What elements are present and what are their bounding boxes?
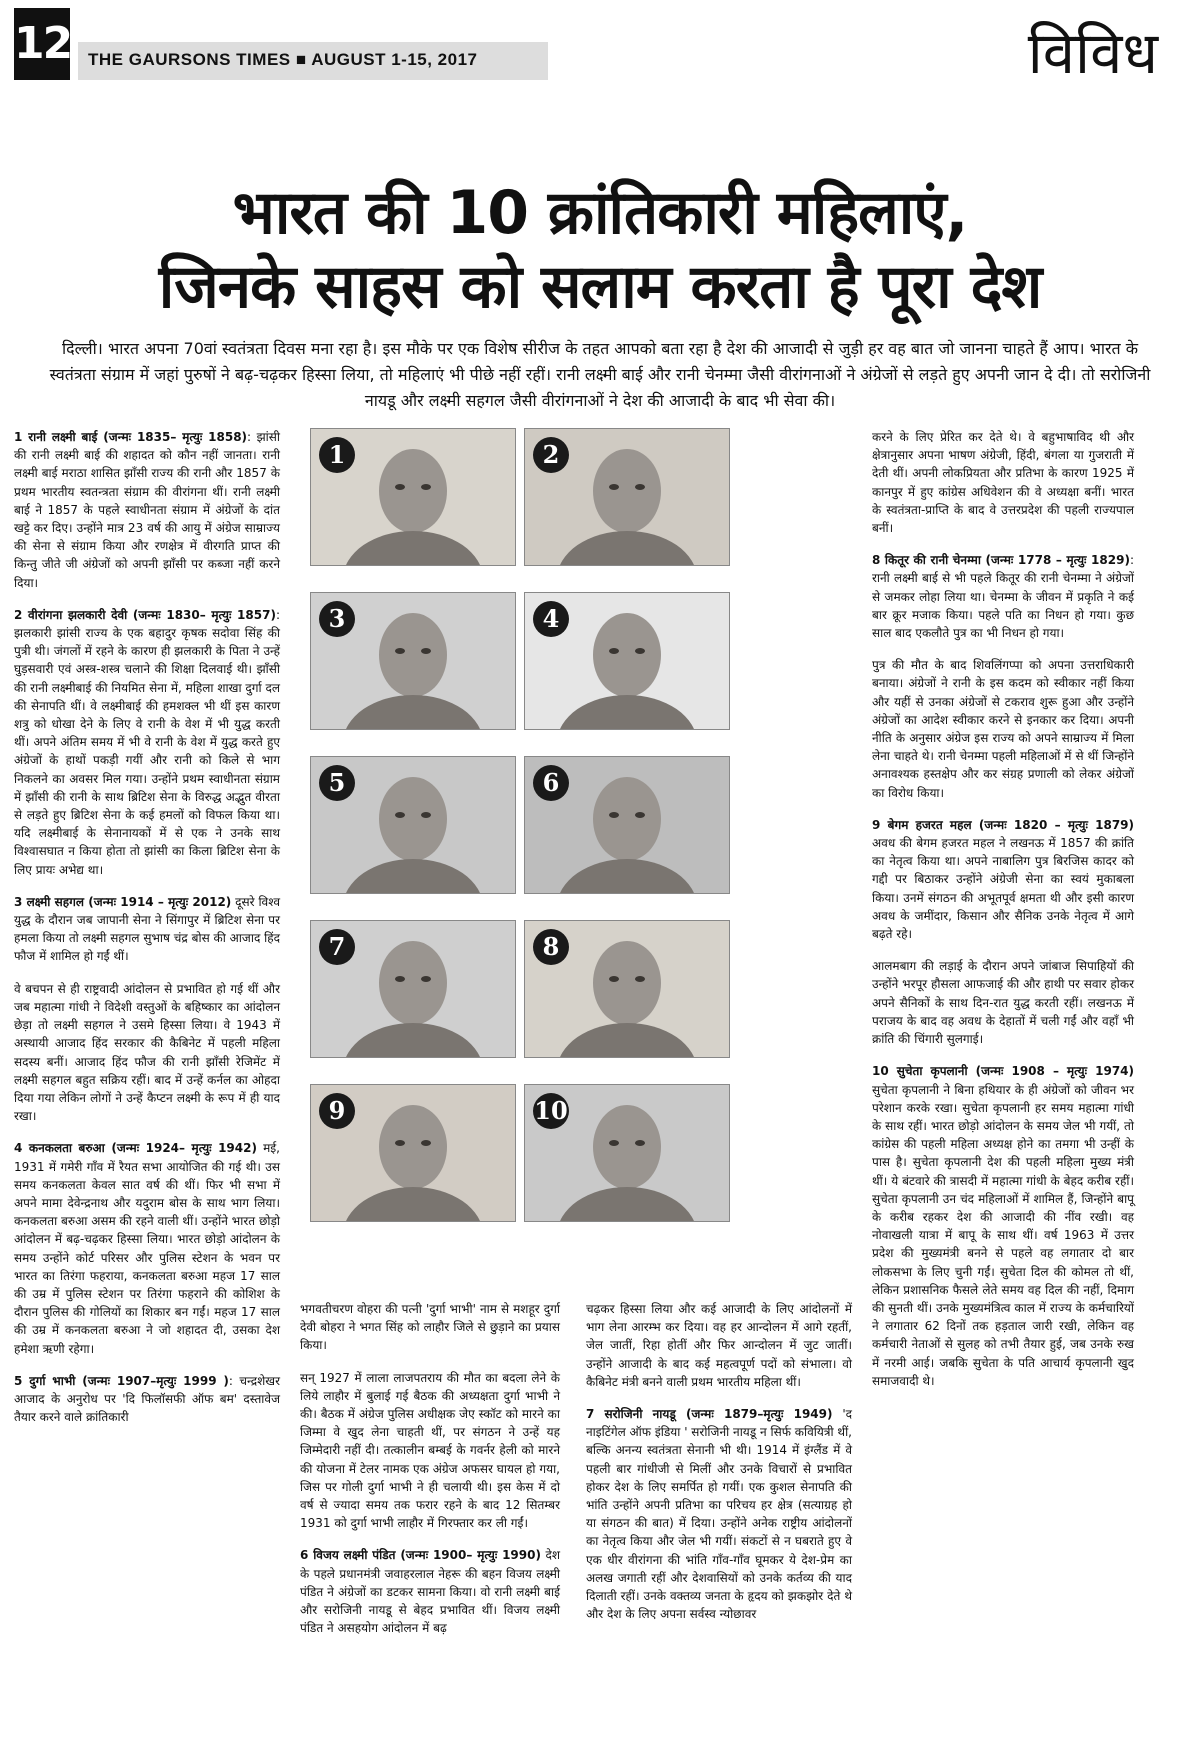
photo-number-badge: 2 (533, 437, 569, 473)
profile-heading: 3 लक्ष्मी सहगल (जन्मः 1914 – मृत्युः 2012) (14, 894, 232, 909)
column-4 (872, 428, 1134, 1404)
article-paragraph (872, 428, 1134, 537)
paragraph-text: करने के लिए प्रेरित कर देते थे। वे बहुभाषाविद थी और क्षेत्रानुसार अपना भाषण अंग्रेजी, हिंदी, बंगला या गुजराती में देती थीं। अपनी लोकप्रियता और प्रतिभा के कारण 1925 में कानपुर में हुए कांग्रेस अधिवेशन की वे अध्यक्षा बनीं। भारत के स्वतंत्रता-प्राप्ति के बाद वे उत्तरप्रदेश की पहली राज्यपाल बनीं। (872, 430, 1134, 536)
article-paragraph (14, 606, 280, 879)
profile-heading: 8 कितूर की रानी चेनम्मा (जन्मः 1778 – मृत्युः 1829) (872, 553, 1130, 568)
paragraph-text: : चन्द्रशेखर आजाद के अनुरोध पर 'दि फिलॉसफी ऑफ बम' दस्तावेज तैयार करने वाले क्रांतिकारी (14, 1373, 280, 1425)
portrait-photo (524, 1084, 730, 1222)
article-paragraph (14, 980, 280, 1126)
paragraph-text: : झांसी की रानी लक्ष्मी बाई की शहादत को कौन नहीं जानता। रानी लक्ष्मी बाई मराठा शासित झाँसी राज्य की रानी और 1857 के प्रथम भारतीय स्वतन्त्रता संग्राम की वीरांगना थीं। रानी लक्ष्मी बाई ने 1857 के पहले स्वाधीनता संग्राम में अंग्रेजों के दांत खट्टे कर दिए। उन्होंने मात्र 23 वर्ष की आयु में अंग्रेज साम्राज्य की सेना से संग्राम किया और रणक्षेत्र में वीरगति प्राप्त की किन्तु जीते जी अंग्रेजों को अपनी झाँसी पर कब्जा नहीं करने दिया। (14, 430, 280, 590)
column-1 (14, 428, 280, 1440)
profile-heading: 10 सुचेता कृपलानी (जन्मः 1908 – मृत्युः 1974) (872, 1064, 1134, 1079)
article-paragraph (872, 656, 1134, 802)
masthead (78, 42, 548, 80)
headline (90, 176, 1110, 324)
photo-number-badge: 1 (319, 437, 355, 473)
article-paragraph (586, 1300, 852, 1391)
article-paragraph (586, 1405, 852, 1623)
paragraph-text: : झलकारी झांसी राज्य के एक बहादुर कृषक सदोवा सिंह की पुत्री थी। जंगलों में रहने के कारण ही झलकारी के पिता ने उन्हें घुड़सवारी एवं अस्त्र-शस्त्र चलाने की शिक्षा दिलवाई थी। झाँसी की रानी लक्ष्मीबाई की नियमित सेना में, महिला शाखा दुर्गा दल की सेनापति थीं। वे लक्ष्मीबाई की हमशक्ल भी थीं इस कारण शत्रु को धोखा देने के लिए वे रानी के वेश में भी युद्ध करती थीं। अपने अंतिम समय में भी वे रानी के वेश में युद्ध करते हुए अंग्रेजों के हाथों पकड़ी गयीं और रानी को किले से भाग निकलने का अवसर मिल गया। उन्होंने प्रथम स्वाधीनता संग्राम में झाँसी की रानी के साथ ब्रिटिश सेना के विरुद्ध अद्भुत वीरता से लड़ते हुए ब्रिटिश सेना के कई हमलों को विफल किया था। यदि लक्ष्मीबाई के सेनानायकों में से एक ने उनके साथ विश्वासघात न किया होता तो झांसी का किला ब्रिटिश सेना के लिए प्रायः अभेद्य था। (14, 607, 280, 877)
article-paragraph (872, 1062, 1134, 1390)
paragraph-text: मई, 1931 में गमेरी गाँव में रैयत सभा आयोजित की गई थी। उस समय कनकलता केवल सात वर्ष की थीं। फिर भी सभा में अपने मामा देवेन्द्रनाथ और यदुराम बोस के साथ भाग लिया। कनकलता बरुआ असम की रहने वाली थीं। उन्होंने भारत छोड़ो आंदोलन में बढ़-चढ़कर हिस्सा लिया। भारत छोड़ो आंदोलन के समय उन्होंने कोर्ट परिसर और पुलिस स्टेशन के भवन पर भारत का तिरंगा फहराया, कनकलता बरुआ महज 17 साल की उम्र में पुलिस स्टेशन पर तिरंगा फहराने की कोशिश के दौरान पुलिस की गोलियों का शिकार बन गईं। महज 17 साल की उम्र में कनकलता बरुआ ने जो शहादत दी, उसका देश हमेशा ऋणी रहेगा। (14, 1141, 280, 1356)
paragraph-text: सुचेता कृपलानी ने बिना हथियार के ही अंग्रेजों को जीवन भर परेशान करके रखा। सुचेता कृपलानी हर समय महात्मा गांधी के साथ रहीं। भारत छोड़ो आंदोलन के समय जेल भी गयीं, तो कांग्रेस की पहली महिला अध्यक्ष होने का तमगा भी उन्हीं के पास है। सुचेता कृपलानी देश की पहली महिला मुख्य मंत्री थीं। ये बंटवारे की त्रासदी में महात्मा गांधी के बेहद करीब रहीं। सुचेता कृपलानी उन चंद महिलाओं में शामिल हैं, जिन्होंने बापू के करीब रहकर देश की आजादी की नींव रखी। वह नोवाखली यात्रा में बापू के साथ थीं। वर्ष 1963 में उत्तर प्रदेश की मुख्यमंत्री बनने से पहले वह लगातार दो बार लोकसभा के लिए चुनी गईं। सुचेता दिल की कोमल तो थीं, लेकिन प्रशासनिक फैसले लेते समय वह दिल की नहीं, दिमाग की सुनती थीं। उनके मुख्यमंत्रित्व काल में राज्य के कर्मचारियों ने लगातार 62 दिनों तक हड़ताल जारी रखी, लेकिन वह कर्मचारी नेताओं से सुलह को तभी तैयार हुई, जब उनके रुख में नरमी आई। जबकि सुचेता के पति आचार्य कृपलानी खुद समाजवादी थे। (872, 1082, 1134, 1388)
page-number: 12 (14, 8, 70, 80)
profile-heading: 2 वीरांगना झलकारी देवी (जन्मः 1830– मृत्युः 1857) (14, 607, 276, 622)
photo-number-badge: 6 (533, 765, 569, 801)
photo-number-badge: 3 (319, 601, 355, 637)
paragraph-text: भगवतीचरण वोहरा की पत्नी 'दुर्गा भाभी' नाम से मशहूर दुर्गा देवी बोहरा ने भगत सिंह को लाहौर जिले से छुड़ाने का प्रयास किया। (300, 1302, 560, 1353)
portrait-photo (524, 920, 730, 1058)
article-paragraph (300, 1300, 560, 1355)
photo-number-badge: 7 (319, 929, 355, 965)
section-title: विविध (1027, 19, 1158, 87)
intro-paragraph: दिल्ली। भारत अपना 70वां स्वतंत्रता दिवस मना रहा है। इस मौके पर एक विशेष सीरीज के तहत आपको बता रहा है देश की आजादी से जुड़ी हर वह बात जो जानना चाहते हैं आप। भारत के स्वतंत्रता संग्राम में जहां पुरुषों ने बढ़-चढ़कर हिस्सा लिया, तो महिलाएं भी पीछे नहीं रहीं। रानी लक्ष्मी बाई और रानी चेनम्मा जैसी वीरांगनाओं ने अंग्रेजों से लड़ते हुए अपनी जान दे दी। तो सरोजिनी नायडू और लक्ष्मी सहगल जैसी वीरांगनाओं ने देश की आजादी के बाद भी सेवा की। (49, 339, 1151, 410)
profile-heading: 4 कनकलता बरुआ (जन्मः 1924– मृत्युः 1942) (14, 1141, 257, 1156)
article-paragraph (872, 957, 1134, 1048)
portrait-photo (524, 756, 730, 894)
article-paragraph (300, 1546, 560, 1637)
photo-number-badge: 5 (319, 765, 355, 801)
article-paragraph (14, 1372, 280, 1427)
photo-number-badge: 4 (533, 601, 569, 637)
portrait-photo (524, 428, 730, 566)
photo-number-badge: 9 (319, 1093, 355, 1129)
article-paragraph (872, 816, 1134, 943)
photo-number-badge: 8 (533, 929, 569, 965)
column-2 (300, 1300, 560, 1651)
paragraph-text: दूसरे विश्व युद्ध के दौरान जब जापानी सेना ने सिंगापुर में ब्रिटिश सेना पर हमला किया तो लक्ष्मी सहगल सुभाष चंद्र बोस की आजाद हिंद फौज में शामिल हो गईं थीं। (14, 894, 280, 964)
column-3 (586, 1300, 852, 1637)
paragraph-text: : रानी लक्ष्मी बाई से भी पहले कितूर की रानी चेनम्मा ने अंग्रेजों से जमकर लोहा लिया था। चेनम्मा के जीवन में प्रकृति ने कई बार क्रूर मजाक किया। पहले पति का निधन हो गया। कुछ साल बाद एकलौते पुत्र का भी निधन हो गया। (872, 553, 1134, 641)
portrait-photo (310, 428, 516, 566)
profile-heading: 7 सरोजिनी नायडू (जन्मः 1879–मृत्युः 1949) (586, 1407, 833, 1422)
paragraph-text: सन् 1927 में लाला लाजपतराय की मौत का बदला लेने के लिये लाहौर में बुलाई गई बैठक की अध्यक्षता दुर्गा भाभी ने की। बैठक में अंग्रेज पुलिस अधीक्षक जेए स्कॉट को मारने का जिम्मा वे खुद लेना चाहती थीं, पर संगठन ने उन्हें यह जिम्मेदारी नहीं दी। तत्कालीन बम्बई के गवर्नर हेली को मारने की योजना में टेलर नामक एक अंग्रेज अफसर घायल हो गया, जिस पर गोली दुर्गा भाभी ने ही चलायी थी। इस केस में दो वर्ष से ज्यादा समय तक फरार रहने के बाद 12 सितम्बर 1931 को दुर्गा भाभी लाहौर में गिरफ्तार कर ली गईं। (300, 1370, 560, 1531)
portrait-photo (310, 592, 516, 730)
paragraph-text: देश के पहले प्रधानमंत्री जवाहरलाल नेहरू की बहन विजय लक्ष्मी पंडित ने अंग्रेजों का डटकर सामना किया। वो रानी लक्ष्मी बाई और सरोजिनी नायडू से बेहद प्रभावित थीं। विजय लक्ष्मी पंडित ने असहयोग आंदोलन में बढ़ (300, 1548, 560, 1636)
article-paragraph (14, 428, 280, 592)
article-paragraph (300, 1369, 560, 1533)
article-paragraph (14, 1139, 280, 1357)
profile-heading: 6 विजय लक्ष्मी पंडित (जन्मः 1900– मृत्युः 1990) (300, 1548, 541, 1563)
article-paragraph (14, 893, 280, 966)
profile-heading: 5 दुर्गा भाभी (जन्मः 1907–मृत्युः 1999 ) (14, 1373, 229, 1388)
paragraph-text: पुत्र की मौत के बाद शिवलिंगप्पा को अपना उत्तराधिकारी बनाया। अंग्रेजों ने रानी के इस कदम को स्वीकार नहीं किया और यहीं से उनका अंग्रेजों से टकराव शुरू हुआ और उन्होंने अंग्रेजों का आदेश स्वीकार करने से इनकार कर दिया। अपनी नीति के अनुसार अंग्रेज इस राज्य को अपने साम्राज्य में मिला लेना चाहते थे। रानी चेनम्मा पहली महिलाओं में से थीं जिन्होंने अनावश्यक हस्तक्षेप और कर संग्रह प्रणाली को लेकर अंग्रेजों का विरोध किया। (872, 658, 1134, 800)
paragraph-text: अवध की बेगम हजरत महल ने लखनऊ में 1857 की क्रांति का नेतृत्व किया था। अपने नाबालिग पुत्र बिरजिस कादर को गद्दी पर बिठाकर उन्होंने अंग्रेजी सेना का स्वयं मुकाबला किया। उनमें संगठन की अभूतपूर्व क्षमता थी और इसी कारण अवध के जमींदार, किसान और सैनिक उनके नेतृत्व में आगे बढ़ते रहे। (872, 836, 1134, 942)
paragraph-text: वे बचपन से ही राष्ट्रवादी आंदोलन से प्रभावित हो गई थीं और जब महात्मा गांधी ने विदेशी वस्तुओं के बहिष्कार का आंदोलन छेड़ा तो लक्ष्मी सहगल ने उसमे हिस्सा लिया। वे 1943 में अस्थायी आजाद हिंद सरकार की कैबिनेट में पहली महिला सदस्य बनीं। आजाद हिंद फौज की रानी झाँसी रेजिमेंट में लक्ष्मी सहगल बहुत सक्रिय रहीं। बाद में उन्हें कर्नल का ओहदा दिया गया लेकिन लोगों ने उन्हें कैप्टन लक्ष्मी के रूप में ही याद रखा। (14, 981, 280, 1124)
paragraph-text: आलमबाग की लड़ाई के दौरान अपने जांबाज सिपाहियों की उन्होंने भरपूर हौसला आफजाई की और हाथी पर सवार होकर अपने सैनिकों के साथ दिन-रात युद्ध करती रहीं। लखनऊ में पराजय के बाद वह अवध के देहातों में चली गईं और वहाँ भी क्रांति की चिंगारी सुलगाई। (872, 959, 1134, 1047)
portrait-photo (524, 592, 730, 730)
masthead-text: THE GAURSONS TIMES ■ AUGUST 1-15, 2017 (88, 50, 478, 69)
paragraph-text: 'द नाइटिंगेल ऑफ इंडिया ' सरोजिनी नायडू न सिर्फ कवियित्री थीं, बल्कि अनन्य स्वतंत्रता सेनानी भी थी। 1914 में इंग्लैंड में वे पहली बार गांधीजी से मिलीं और उनके विचारों से प्रभावित होकर देश के लिए समर्पित हो गयीं। एक कुशल सेनापति की भांति उन्होंने अपनी प्रतिभा का परिचय हर क्षेत्र (सत्याग्रह हो या संगठन की बात) में दिया। उन्होंने अनेक राष्ट्रीय आंदोलनों का नेतृत्व किया और जेल भी गयीं। संकटों से न घबराते हुए वे एक धीर वीरांगना की भांति गाँव-गाँव घूमकर ये देश-प्रेम का अलख जगाती रहीं और देशवासियों को उनके कर्तव्य की याद दिलाती रहीं। उनके वक्तव्य जनता के हृदय को झकझोर देते थे और देश के लिए अपना सर्वस्व न्योछावर (586, 1407, 852, 1622)
article-paragraph (872, 551, 1134, 642)
headline-line-1: भारत की 10 क्रांतिकारी महिलाएं, (232, 178, 968, 248)
photo-number-badge: 10 (533, 1093, 569, 1129)
profile-heading: 1 रानी लक्ष्मी बाई (जन्मः 1835– मृत्युः 1858) (14, 430, 248, 444)
portrait-photo (310, 920, 516, 1058)
portrait-photo (310, 1084, 516, 1222)
paragraph-text: चढ़कर हिस्सा लिया और कई आजादी के लिए आंदोलनों में भाग लेना आरम्भ कर दिया। वह हर आन्दोलन में आगे रहतीं, जेल जातीं, रिहा होतीं और फिर आन्दोलन में जुट जातीं। उन्होंने आजादी के बाद कई महत्वपूर्ण पदों को संभाला। वो कैबिनेट मंत्री बनने वाली प्रथम भारतीय महिला थीं। (586, 1302, 852, 1389)
headline-line-2: जिनके साहस को सलाम करता है पूरा देश (158, 252, 1042, 322)
portrait-photo (310, 756, 516, 894)
profile-heading: 9 बेगम हजरत महल (जन्मः 1820 – मृत्युः 1879) (872, 817, 1134, 832)
